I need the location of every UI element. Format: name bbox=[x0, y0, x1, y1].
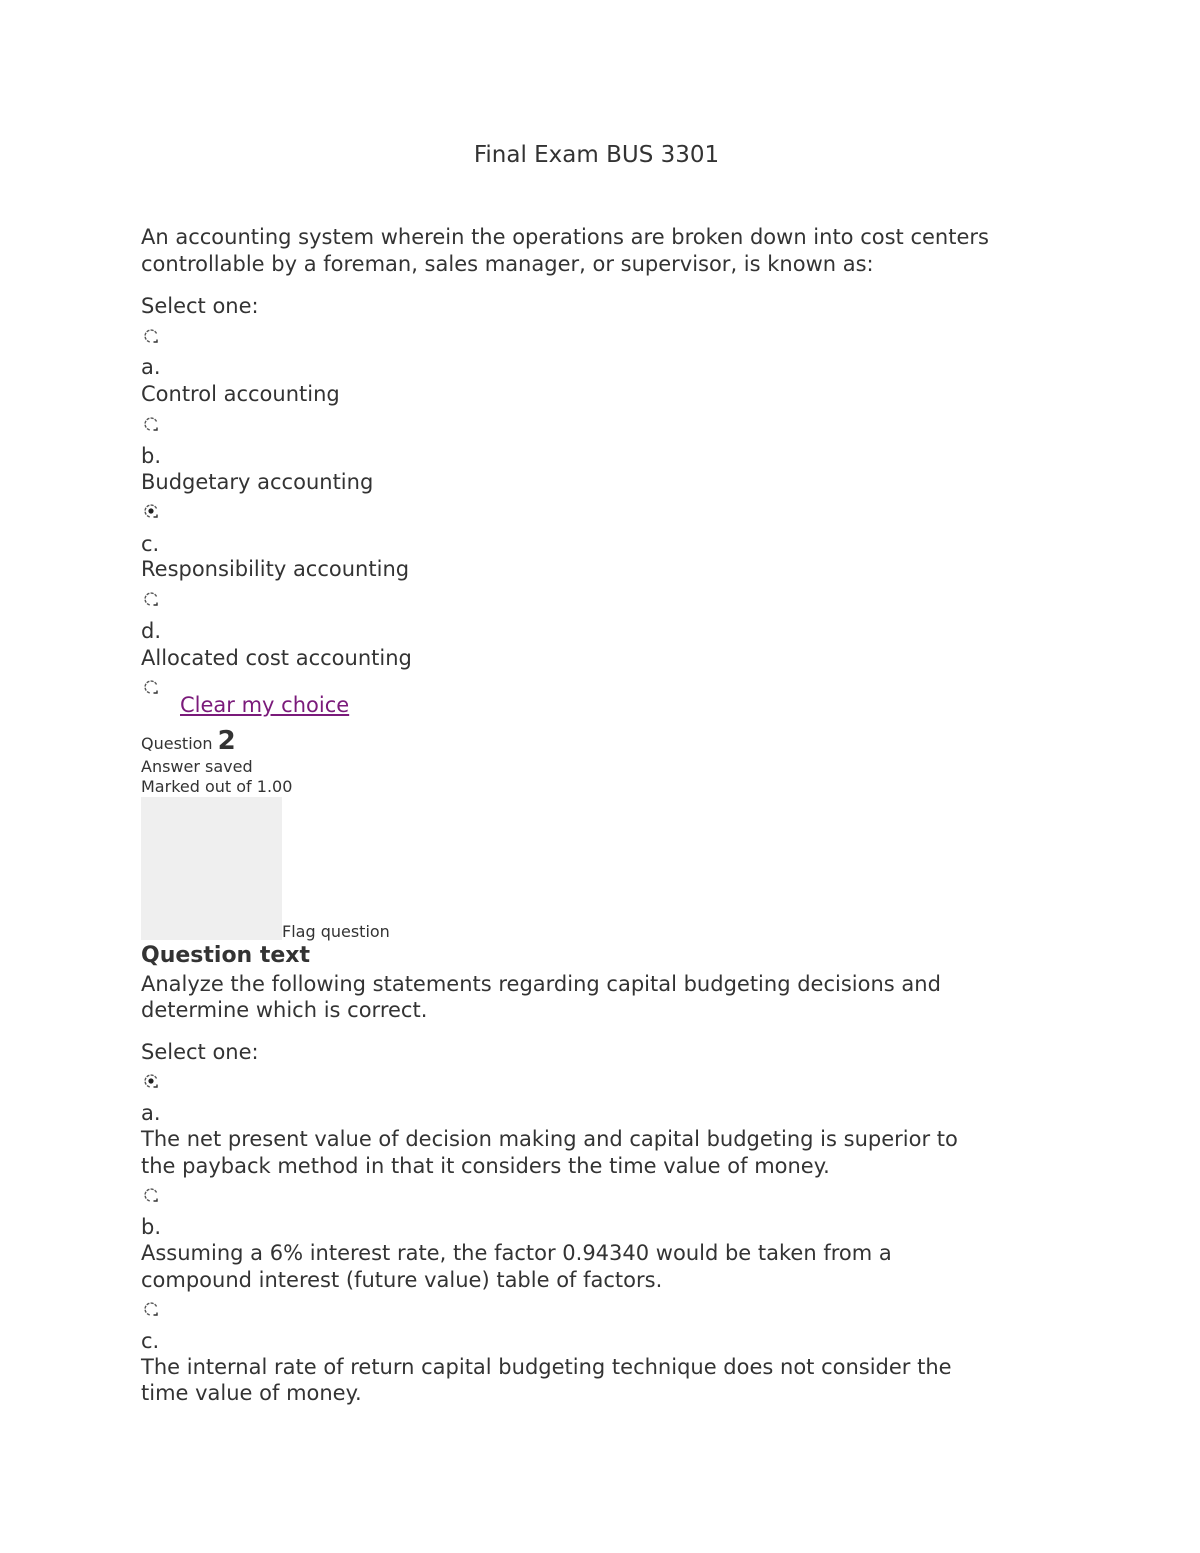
q2-option-a-line2[interactable]: the payback method in that it considers the time value of money. bbox=[141, 1154, 830, 1178]
q2-radio-option-a[interactable] bbox=[143, 1073, 159, 1089]
option-c-text[interactable]: Responsibility accounting bbox=[141, 557, 410, 581]
option-d-letter: d. bbox=[141, 619, 162, 643]
option-b-text[interactable]: Budgetary accounting bbox=[141, 470, 374, 494]
question-1-text-line1: An accounting system wherein the operations are broken down into cost centers bbox=[141, 225, 989, 249]
q2-option-b-line2[interactable]: compound interest (future value) table of factors. bbox=[141, 1268, 663, 1292]
option-c-letter: c. bbox=[141, 532, 160, 556]
option-b-letter: b. bbox=[141, 444, 162, 468]
radio-option-c[interactable] bbox=[143, 503, 159, 519]
radio-option-b[interactable] bbox=[143, 416, 159, 432]
option-a-letter: a. bbox=[141, 355, 161, 379]
question-label: Question bbox=[141, 734, 213, 753]
q2-radio-option-c[interactable] bbox=[143, 1301, 159, 1317]
q2-option-c-line1[interactable]: The internal rate of return capital budgeting technique does not consider the bbox=[141, 1355, 952, 1379]
q2-option-c-letter: c. bbox=[141, 1329, 160, 1353]
question-2-select-one: Select one: bbox=[141, 1040, 259, 1064]
radio-option-a[interactable] bbox=[143, 328, 159, 344]
question-2-text-line1: Analyze the following statements regarding capital budgeting decisions and bbox=[141, 972, 941, 996]
radio-clear-choice[interactable] bbox=[143, 679, 159, 695]
question-2-text-line2: determine which is correct. bbox=[141, 998, 428, 1022]
q2-option-b-letter: b. bbox=[141, 1215, 162, 1239]
q2-radio-option-b[interactable] bbox=[143, 1187, 159, 1203]
radio-option-d[interactable] bbox=[143, 591, 159, 607]
q2-option-a-letter: a. bbox=[141, 1101, 161, 1125]
q2-option-b-line1[interactable]: Assuming a 6% interest rate, the factor 0.94340 would be taken from a bbox=[141, 1241, 892, 1265]
question-text-heading: Question text bbox=[141, 943, 311, 968]
answer-status: Answer saved bbox=[141, 757, 253, 776]
question-2-number bbox=[141, 726, 236, 756]
option-a-text[interactable]: Control accounting bbox=[141, 382, 340, 406]
question-1-text-line2: controllable by a foreman, sales manager, or supervisor, is known as: bbox=[141, 252, 874, 276]
question-1-select-one: Select one: bbox=[141, 294, 259, 318]
clear-my-choice-link[interactable]: Clear my choice bbox=[180, 693, 350, 717]
option-d-text[interactable]: Allocated cost accounting bbox=[141, 646, 412, 670]
flag-question-link[interactable]: Flag question bbox=[282, 922, 390, 941]
marked-out-of: Marked out of 1.00 bbox=[141, 777, 293, 796]
q2-option-c-line2[interactable]: time value of money. bbox=[141, 1381, 362, 1405]
q2-option-a-line1[interactable]: The net present value of decision making and capital budgeting is superior to bbox=[141, 1127, 958, 1151]
page-title: Final Exam BUS 3301 bbox=[473, 142, 720, 168]
flag-icon[interactable] bbox=[141, 797, 282, 940]
question-number: 2 bbox=[217, 726, 236, 756]
